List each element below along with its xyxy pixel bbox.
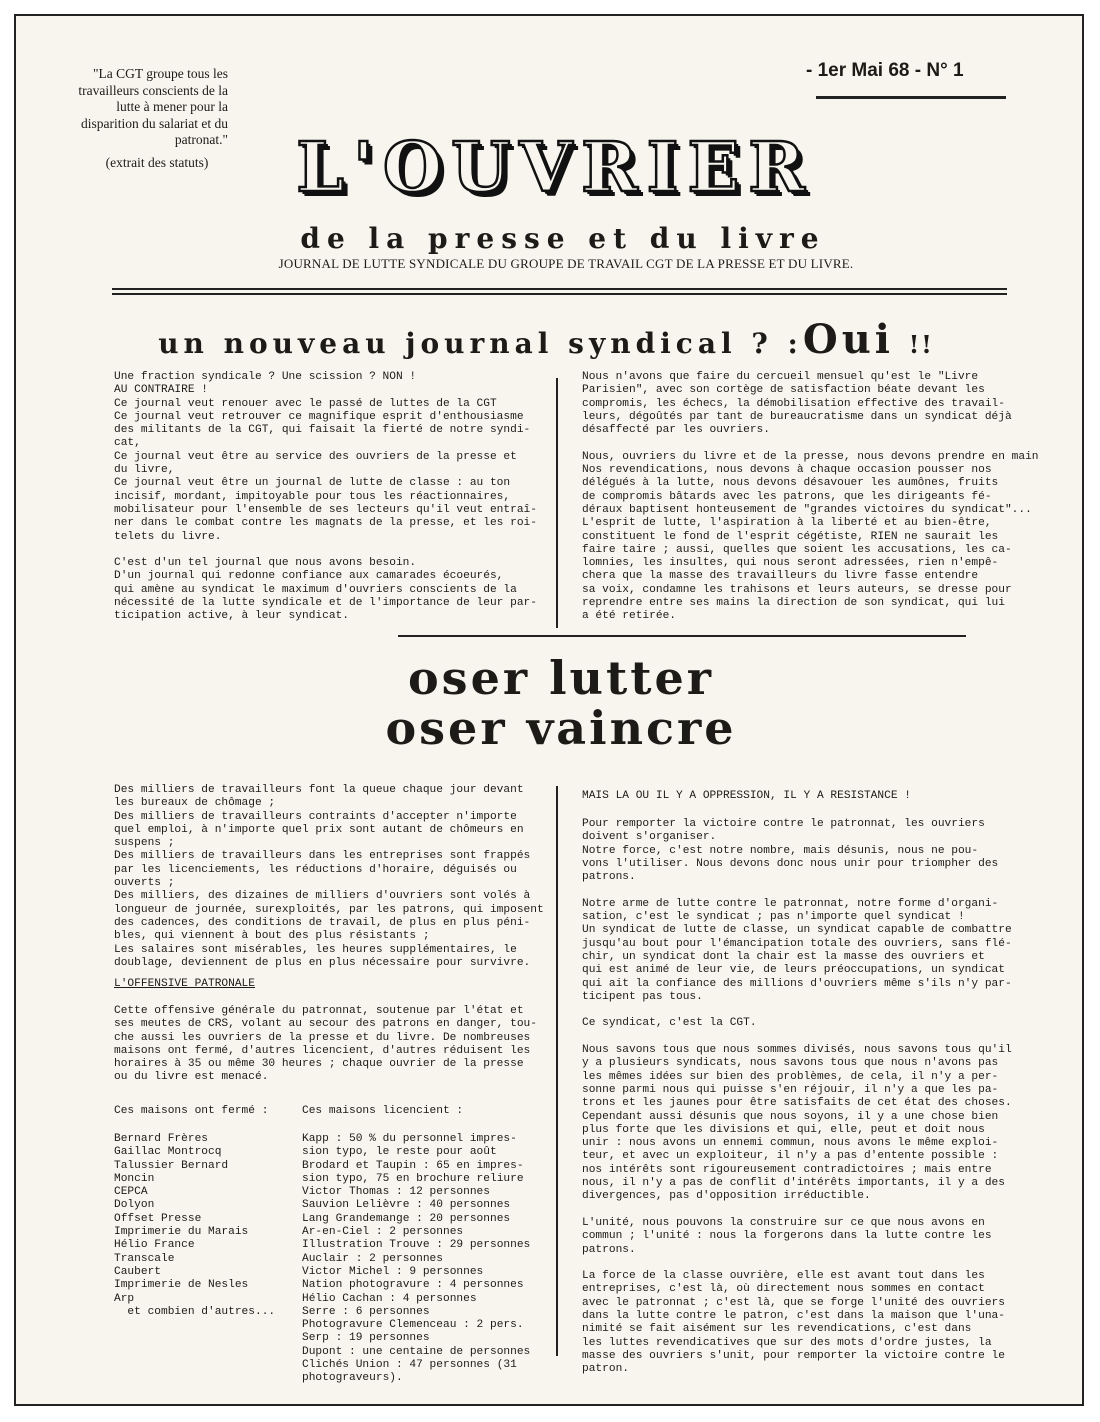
article2-intro: Des milliers de travailleurs font la queue chaque jour devant les bureaux de chômage ; Des milliers de travailleurs contraints d'accepter n'importe quel emploi, à n'importe quel prix sont autant de chômeurs en suspens ; Des milliers de travailleurs dans les entreprises sont frappés par les licenciements, les réductions d'horaire, déguisés ou ouverts ; Des milliers, des dizaines de milliers d'ouvriers sont volés à longueur de journée, surexploités, par les patrons, qui imposent des cadences, des conditions de travail, de plus en plus péni- bles, qui viennent à bout des plus résistants ; Les salaires sont misérables, les heures supplémentaires, le doublage, deviennent de plus en plus nécessaire pour survivre.: [114, 784, 544, 969]
article2-right-column: Pour remporter la victoire contre le patronnat, les ouvriers doivent s'organiser. Notre force, c'est notre nombre, mais désunis, nous ne pou- vons l'utiliser. Nous devons donc nous unir pour triompher des patrons. Notre arme de lutte contre le patronnat, notre forme d'organi- sation, c'est le syndicat ; pas n'importe quel syndicat ! Un syndicat de lutte de classe, un syndicat capable de combattre jusqu'au bout pour l'émancipation totale des ouvriers, sans flé- chir, un syndicat dont la chair est la masse des ouvriers et qui est animé de leur vie, de leurs préoccupations, un syndicat qui ait la confiance des millions d'ouvriers même s'ils n'y par- ticipent pas tous. Ce syndicat, c'est la CGT. Nous savons tous que nous sommes divisés, nous savons tous qu'il y a plusieurs syndicats, nous savons tous que nous n'avons pas les mêmes idées sur bien des problèmes, de cela, il n'y a per- sonne parmi nous qui puisse s'en réjouir, il n'y a que les pa- trons et les jaunes pour être satisfaits de cet état des choses. Cependant aussi désunis que nous soyons, il y a une chose bien plus forte que les divisions et qui, elle, peut et doit nous unir : nous avons un ennemi commun, nous avons le même exploi- teur, et avec un exploiteur, il n'y a pas d'entente possible : nos intérêts sont rigoureusement contradictoires ; mais entre nous, il n'y a pas de conflit d'intérêts importants, il y a des divergences, pas d'opposition irréductible. L'unité, nous pouvons la construire sur ce que nous avons en commun ; l'unité : nous la forgerons dans la lutte contre les patrons. La force de la classe ouvrière, elle est avant tout dans les entreprises, c'est là, où directement nous sommes en contact avec le patronnat ; c'est là, que se forge l'unité des ouvriers dans la lutte contre le patron, c'est dans la maison que l'una- nimité se fait aisément sur les revendications, c'est dans les luttes revendicatives que sur des mots d'ordre justes, la masse des ouvriers s'unit, pour remporter la victoire contre le patron.: [582, 818, 1012, 1376]
article1-right-column: Nous n'avons que faire du cercueil mensuel qu'est le "Livre Parisien", avec son cortège de satisfaction béate devant les compromis, les échecs, la démobilisation effective des travail- leurs, dégoûtés par tant de bureaucratisme dans un syndicat déjà désaffecté par les ouvriers. Nous, ouvriers du livre et de la presse, nous devons prendre en main Nos revendications, nous devons à chaque occasion pousser nos délégués à la lutte, nous devons désavouer les aumônes, fruits de compromis bâtards avec les patrons, que les dirigeants fé- déraux baptisent honteusement de "grandes victoires du syndicat"... L'esprit de lutte, l'aspiration à la liberté et au bien-être, constituent le fond de l'esprit cégétiste, RIEN ne saurait les faire taire ; aussi, quelles que soient les accusations, les ca- lomnies, les insultes, qui nous seront adressées, rien n'empê- chera que la masse des travailleurs du livre fasse entendre sa voix, condamne les trahisons et leurs auteurs, se dresse pour reprendre entre ses mains la direction de son syndicat, qui lui a été retirée.: [582, 371, 1039, 623]
newspaper-page: [14, 14, 1084, 1406]
issue-date-number: - 1er Mai 68 - N° 1: [806, 60, 964, 81]
article1-headline-main: un nouveau journal syndical ? :: [158, 327, 803, 360]
article1-headline: [66, 316, 1026, 363]
layoffs-list: Kapp : 50 % du personnel impres- sion typo, le reste pour août Brodard et Taupin : 65 en impres- sion typo, 75 en brochure reliure Victor Thomas : 12 personnes Sauvion Lelièvre : 40 personnes Lang Grandemange : 20 personnes Ar-en-Ciel : 2 personnes Illustration Trouve : 29 personnes Auclair : 2 personnes Victor Michel : 9 personnes Nation photogravure : 4 personnes Hélio Cachan : 4 personnes Serre : 6 personnes Photogravure Clemenceau : 2 pers. Serp : 19 personnes Dupont : une centaine de personnes Clichés Union : 47 personnes (31 photograveurs).: [302, 1133, 531, 1385]
offensive-heading: L'OFFENSIVE PATRONALE: [114, 978, 255, 990]
article1-headline-oui: Oui: [802, 316, 894, 363]
newspaper-tagline: JOURNAL DE LUTTE SYNDICALE DU GROUPE DE TRAVAIL CGT DE LA PRESSE ET DU LIVRE.: [278, 256, 854, 271]
quote-text: "La CGT groupe tous les travailleurs conscients de la lutte à mener pour la disparition du salariat et du patronat.": [78, 66, 228, 147]
column-divider-1: [556, 378, 558, 628]
article1-headline-exclaim: !!: [908, 330, 934, 359]
section-divider: [398, 635, 966, 637]
offensive-text: Cette offensive générale du patronnat, soutenue par l'état et ses meutes de CRS, volant au secour des patrons en danger, tou- che aussi les ouvriers de la presse et du livre. De nombreuses maisons ont fermé, d'autres licencient, d'autres réduisent les horaires à 35 ou même 30 heures ; chaque ouvrier de la presse ou du livre est menacé.: [114, 1005, 537, 1084]
article2-headline-line1: oser lutter: [407, 651, 714, 705]
newspaper-subtitle: de la presse et du livre: [300, 222, 826, 255]
closed-heading: Ces maisons ont fermé :: [114, 1105, 269, 1117]
issue-underline: [816, 96, 1006, 99]
newspaper-title: L'OUVRIER: [296, 128, 814, 208]
column-divider-2: [556, 786, 558, 1356]
masthead-rule-bottom: [112, 293, 1007, 295]
masthead-rule-top: [112, 288, 1007, 290]
article1-left-column: Une fraction syndicale ? Une scission ? NON ! AU CONTRAIRE ! Ce journal veut renouer avec le passé de luttes de la CGT Ce journal veut retrouver ce magnifique esprit d'enthousiasme des militants de la CGT, qui faisait la fierté de notre syndi- cat, Ce journal veut être au service des ouvriers de la presse et du livre, Ce journal veut être un journal de lutte de classe : au ton incisif, mordant, impitoyable pour tous les réactionnaires, mobilisateur pour l'ensemble de ses lecteurs qu'il veut entraî- ner dans le combat contre les magnats de la presse, et les roi- telets du livre. C'est d'un tel journal que nous avons besoin. D'un journal qui redonne confiance aux camarades écoeurés, qui amène au syndicat le maximum d'ouvriers conscients de la nécessité de la lutte syndicale et de l'importance de leur par- ticipation active, à leur syndicat.: [114, 371, 537, 623]
layoffs-heading: Ces maisons licencient :: [302, 1105, 464, 1117]
article2-headline-line2: oser vaincre: [385, 701, 737, 755]
resistance-heading: MAIS LA OU IL Y A OPPRESSION, IL Y A RESISTANCE !: [582, 790, 911, 802]
article2-headline: [326, 653, 796, 753]
quote-source: (extrait des statuts): [105, 154, 209, 170]
closed-houses-list: Bernard Frères Gaillac Montrocq Talussier Bernard Moncin CEPCA Dolyon Offset Presse Imprimerie du Marais Hélio France Transcale Caubert Imprimerie de Nesles Arp et combien d'autres...: [114, 1133, 276, 1318]
masthead-quote: [78, 66, 228, 171]
